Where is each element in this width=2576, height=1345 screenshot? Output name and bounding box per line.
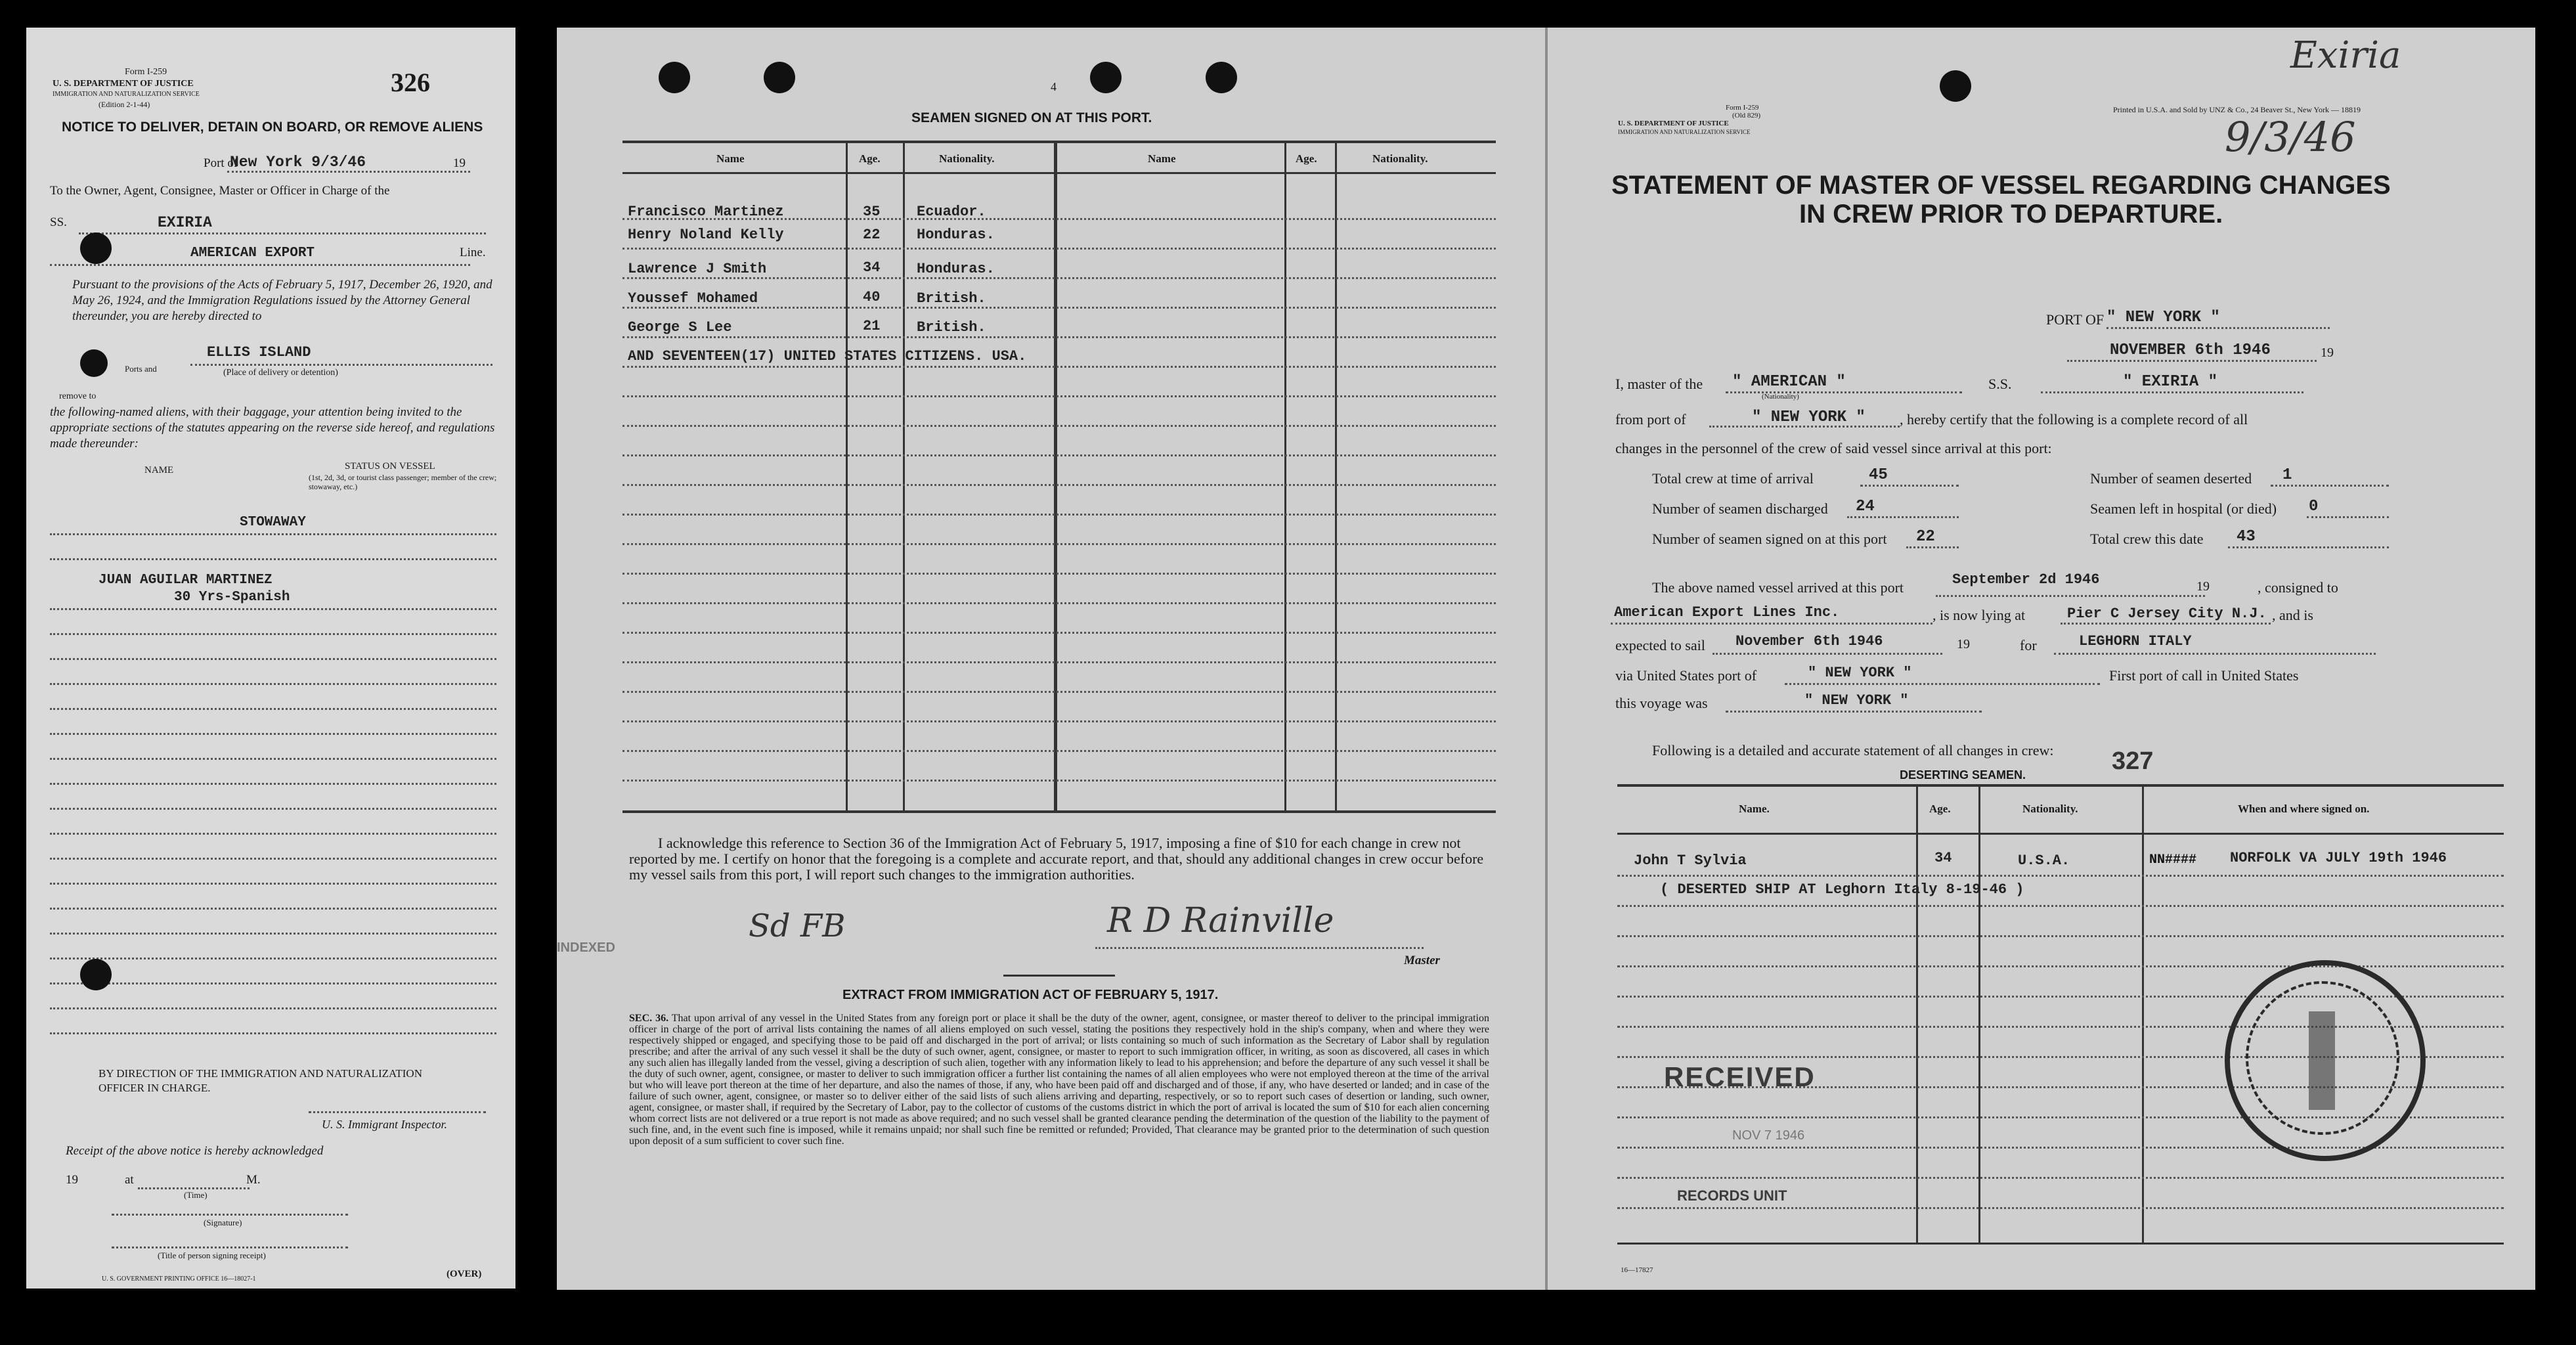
receipt-at: at xyxy=(125,1173,134,1187)
signed-on-title: SEAMEN SIGNED ON AT THIS PORT. xyxy=(911,110,1152,125)
deliver-caption: (Place of delivery or detention) xyxy=(223,368,338,378)
page-fold xyxy=(1545,28,1548,1290)
port-seal-stamp xyxy=(2225,960,2426,1161)
port-of-value: " NEW YORK " xyxy=(2107,309,2220,326)
punch-hole xyxy=(80,959,112,990)
table-row-age: 21 xyxy=(863,318,881,334)
hospital-value: 0 xyxy=(2309,498,2319,516)
direction-text: BY DIRECTION OF THE IMMIGRATION AND NATURALIZATION OFFICER IN CHARGE. xyxy=(98,1067,422,1094)
header-age: Age. xyxy=(859,152,881,165)
following-label: Following is a detailed and accurate statement of all changes in crew: xyxy=(1652,742,2054,759)
total-date-label: Total crew this date xyxy=(2090,531,2204,547)
statement-date: NOVEMBER 6th 1946 xyxy=(2110,342,2271,359)
table-row-nationality: British. xyxy=(917,290,986,307)
voyage-label: this voyage was xyxy=(1615,695,1708,711)
notice-form xyxy=(26,28,515,1289)
line-value: AMERICAN EXPORT xyxy=(190,246,315,261)
discharged-label: Number of seamen discharged xyxy=(1652,500,1828,517)
certify-text: , hereby certify that the following is a complete record of all xyxy=(1900,411,2248,428)
ss-label: SS. xyxy=(50,215,67,229)
notice-title: NOTICE TO DELIVER, DETAIN ON BOARD, OR REMOVE ALIENS xyxy=(62,120,483,135)
via-label: via United States port of xyxy=(1615,667,1757,684)
receipt-text: Receipt of the above notice is hereby acknowledged xyxy=(66,1144,324,1158)
first-port-label: First port of call in United States xyxy=(2109,667,2299,684)
expected-label: expected to sail xyxy=(1615,637,1705,653)
remove-to: remove to xyxy=(59,391,97,401)
deliver-value: ELLIS ISLAND xyxy=(207,344,311,361)
table-row-age: 34 xyxy=(863,259,881,276)
table-row-name: Youssef Mohamed xyxy=(628,290,758,307)
expected-value: November 6th 1946 xyxy=(1736,633,1883,650)
header-nationality-2: Nationality. xyxy=(1372,152,1428,165)
changes-text: changes in the personnel of the crew of said vessel since arrival at this port: xyxy=(1615,440,2052,456)
deserted-value: 1 xyxy=(2282,466,2292,484)
table-row-name: Henry Noland Kelly xyxy=(628,227,784,243)
punch-hole xyxy=(659,62,690,93)
nationality-caption: (Nationality) xyxy=(1762,393,1799,401)
deserter-age: 34 xyxy=(1934,850,1952,866)
table-row-name: Lawrence J Smith xyxy=(628,261,767,277)
voyage-value: " NEW YORK " xyxy=(1804,692,1909,709)
table-row-name: George S Lee xyxy=(628,319,732,336)
handwritten-date: 9/3/46 xyxy=(2225,113,2356,161)
title-caption: (Title of person signing receipt) xyxy=(158,1250,266,1260)
vessel-nationality: " AMERICAN " xyxy=(1732,373,1846,391)
col-name: NAME xyxy=(144,465,174,475)
deserter-note: ( DESERTED SHIP AT Leghorn Italy 8-19-46 ) xyxy=(1660,881,2024,898)
master-label: Master xyxy=(1404,954,1440,967)
right-old-number: (Old 829) xyxy=(1732,112,1761,120)
indexed-stamp: INDEXED xyxy=(557,940,615,955)
col-name: Name. xyxy=(1739,803,1770,815)
table-row-nationality: British. xyxy=(917,319,986,336)
line-label: Line. xyxy=(460,246,486,259)
citizens-line: AND SEVENTEEN(17) UNITED STATES CITIZENS. USA. xyxy=(628,348,1027,364)
signature-caption: (Signature) xyxy=(204,1218,242,1227)
total-crew-value: 45 xyxy=(1869,466,1888,484)
statement-title-2: IN CREW PRIOR TO DEPARTURE. xyxy=(1799,200,2223,229)
receipt-m: M. xyxy=(246,1173,261,1187)
vessel-name: " EXIRIA " xyxy=(2123,373,2218,391)
received-date: NOV 7 1946 xyxy=(1732,1128,1805,1143)
extract-text: That upon arrival of any vessel in the United States from any foreign port or place it shall be the duty of the owner, agent, consignee, or master thereof to deliver to the principal immigration officer in charge of the port of arrival lists containing the names of all aliens employed on such vessel, stating the positions they respectively hold in the ship's company, when and where they were respectively shipped or engaged, and specifying those to be paid off and discharged in the port of arrival; or lists containing so much of such information as the Secretary of Labor shall by regulation prescribe; and after the arrival of any such vessel it shall be the duty of such owner, agent, consignee, or master to report to such immigration officer, in writing, as soon as discovered, all cases in which any such alien has illegally landed from the vessel, giving a description of such alien, together with any information likely to lead to his apprehension; and before the departure of any such vessel it shall be the duty of such owner, agent, consignee, or master to deliver to such immigration officer a further list containing the names of all alien employees who were not employed thereon at the time of the arrival but who will leave port thereon at the time of her departure, and also the names of those, if any, who have been paid off and discharged and of those, if any, who have deserted or landed; and in case of the failure of such owner, agent, consignee, or master so to deliver either of the said lists of such aliens arriving and departing, respectively, or so to report such cases of desertion or landing, such owner, agent, consignee, or master shall, if required by the Secretary of Labor, pay to the collector of customs of the customs district in which the port of arrival is located the sum of $10 for each alien concerning whom correct lists are not delivered or a true report is not made as above required; and no such vessel shall be granted clearance pending the determination of the question of the liability to the payment of such fine, and, in the event such fine is imposed, while it remains unpaid; nor shall such fine be remitted or refunded; Provided, That clearance may be granted prior to the determination of such question upon deposit of a sum sufficient to cover such fine. xyxy=(629,1013,1490,1147)
ss-label: S.S. xyxy=(1988,376,2012,392)
struck-text: NN#### xyxy=(2149,852,2197,868)
punch-hole xyxy=(80,349,108,377)
punch-hole xyxy=(1940,70,1971,102)
deserter-nationality: U.S.A. xyxy=(2018,852,2070,869)
to-line: To the Owner, Agent, Consignee, Master or Officer in Charge of the xyxy=(50,184,390,198)
header-name: Name xyxy=(716,152,745,165)
handwritten-ship: Exiria xyxy=(2290,34,2401,77)
for-value: LEGHORN ITALY xyxy=(2079,633,2192,650)
master-signature: R D Rainville xyxy=(1107,901,1334,940)
statement-title-1: STATEMENT OF MASTER OF VESSEL REGARDING CHANGES xyxy=(1611,171,2391,200)
alien-detail: 30 Yrs-Spanish xyxy=(174,590,290,605)
deserter-name: John T Sylvia xyxy=(1634,852,1747,869)
lying-value: Pier C Jersey City N.J. xyxy=(2067,606,2267,622)
master-of-label: I, master of the xyxy=(1615,376,1703,392)
over-label: (OVER) xyxy=(447,1269,482,1279)
deserting-title: DESERTING SEAMEN. xyxy=(1900,768,2026,782)
table-row-age: 22 xyxy=(863,227,881,243)
right-service: IMMIGRATION AND NATURALIZATION SERVICE xyxy=(1618,129,1751,135)
printer-line: U. S. GOVERNMENT PRINTING OFFICE 16—18027-1 xyxy=(102,1275,256,1283)
port-of-label: PORT OF xyxy=(2046,311,2105,328)
port-value: New York 9/3/46 xyxy=(230,154,366,171)
year-suffix: 19 xyxy=(2321,345,2334,360)
status-value: STOWAWAY xyxy=(240,515,306,530)
dept-label: U. S. DEPARTMENT OF JUSTICE xyxy=(53,79,194,89)
header-nationality: Nationality. xyxy=(939,152,995,165)
notice-number: 326 xyxy=(391,68,430,97)
receipt-year: 19 xyxy=(66,1173,78,1187)
acknowledgement-text: I acknowledge this reference to Section 36 of the Immigration Act of February 5, 1917, imposing a fine of $10 for each change in crew not reported by me. I certify on honor that the foregoing is a complete and accurate report, and that, should any additional changes in crew occur before my vessel sails from this port, I will report such changes to the immigration authorities. xyxy=(629,835,1484,883)
from-port-value: " NEW YORK " xyxy=(1752,408,1866,426)
right-form-number: Form I-259 xyxy=(1726,104,1759,112)
ports-caption: Ports and xyxy=(125,364,157,374)
table-row-name: Francisco Martinez xyxy=(628,204,784,220)
table-row-age: 35 xyxy=(863,204,881,220)
expected-year: 19 xyxy=(1957,637,1970,651)
crew-change-form xyxy=(557,28,2535,1290)
right-form-foot: 16—17827 xyxy=(1621,1266,1653,1274)
form-number-327: 327 xyxy=(2112,747,2154,775)
deserted-label: Number of seamen deserted xyxy=(2090,470,2252,487)
consigned-text: , consigned to xyxy=(2258,579,2338,596)
punch-hole xyxy=(80,232,112,264)
form-number: Form I-259 xyxy=(125,67,167,77)
arrived-label: The above named vessel arrived at this port xyxy=(1652,579,1904,596)
signed-on-label: Number of seamen signed on at this port xyxy=(1652,531,1887,547)
arrived-year: 19 xyxy=(2196,579,2210,594)
discharged-value: 24 xyxy=(1856,498,1875,516)
punch-hole xyxy=(1206,62,1237,93)
pursuant-text: Pursuant to the provisions of the Acts of February 5, 1917, December 26, 1920, and May 26, 1924, and the Immigration Regulations issued by the Attorney General thereunder, you are hereby directed to xyxy=(72,278,492,323)
punch-hole xyxy=(764,62,795,93)
year-suffix: 19 xyxy=(453,156,466,170)
header-name-2: Name xyxy=(1148,152,1176,165)
deserter-signed-on: NORFOLK VA JULY 19th 1946 xyxy=(2230,850,2447,866)
extract-body xyxy=(629,1013,1489,1147)
col-age: Age. xyxy=(1929,803,1951,815)
col-status: STATUS ON VESSEL xyxy=(345,461,435,472)
from-port-label: from port of xyxy=(1615,411,1686,428)
following-text: the following-named aliens, with their baggage, your attention being invited to the appropriate sections of the statutes appearing on the reverse side hereof, and regulations made thereunder: xyxy=(50,405,495,451)
right-dept: U. S. DEPARTMENT OF JUSTICE xyxy=(1618,120,1729,127)
ss-value: EXIRIA xyxy=(158,214,212,231)
total-crew-label: Total crew at time of arrival xyxy=(1652,470,1814,487)
table-row-nationality: Honduras. xyxy=(917,261,995,277)
inspector-label: U. S. Immigrant Inspector. xyxy=(322,1118,447,1131)
via-value: " NEW YORK " xyxy=(1808,665,1912,681)
printed-note: Printed in U.S.A. and Sold by UNZ & Co., 24 Beaver St., New York — 18819 xyxy=(2113,105,2361,114)
port-label: Port of xyxy=(204,156,238,170)
records-unit: RECORDS UNIT xyxy=(1677,1187,1787,1204)
and-is-text: , and is xyxy=(2272,607,2313,623)
extract-title: EXTRACT FROM IMMIGRATION ACT OF FEBRUARY 5, 1917. xyxy=(842,988,1219,1002)
col-status-sub: (1st, 2d, 3d, or tourist class passenger; member of the crew; stowaway, etc.) xyxy=(309,473,497,491)
table-row-nationality: Honduras. xyxy=(917,227,995,243)
for-label: for xyxy=(2020,637,2037,653)
sd-initials: Sd FB xyxy=(749,908,846,944)
total-date-value: 43 xyxy=(2237,528,2256,546)
lying-text: , is now lying at xyxy=(1932,607,2026,623)
consignee-value: American Export Lines Inc. xyxy=(1614,604,1840,621)
sec-label: SEC. 36. xyxy=(629,1013,669,1024)
table-row-nationality: Ecuador. xyxy=(917,204,986,220)
alien-name: JUAN AGUILAR MARTINEZ xyxy=(98,573,273,588)
table-row-age: 40 xyxy=(863,289,881,305)
time-caption: (Time) xyxy=(184,1190,207,1200)
arrived-value: September 2d 1946 xyxy=(1952,571,2100,588)
header-age-2: Age. xyxy=(1296,152,1317,165)
page-number: 4 xyxy=(1051,80,1057,93)
signed-on-value: 22 xyxy=(1916,528,1935,546)
punch-hole xyxy=(1090,62,1122,93)
col-nationality: Nationality. xyxy=(2022,803,2078,815)
edition-label: (Edition 2-1-44) xyxy=(98,100,150,109)
hospital-label: Seamen left in hospital (or died) xyxy=(2090,500,2277,517)
col-signed-on: When and where signed on. xyxy=(2238,803,2370,815)
service-label: IMMIGRATION AND NATURALIZATION SERVICE xyxy=(53,91,200,98)
received-stamp: RECEIVED xyxy=(1664,1061,1816,1092)
